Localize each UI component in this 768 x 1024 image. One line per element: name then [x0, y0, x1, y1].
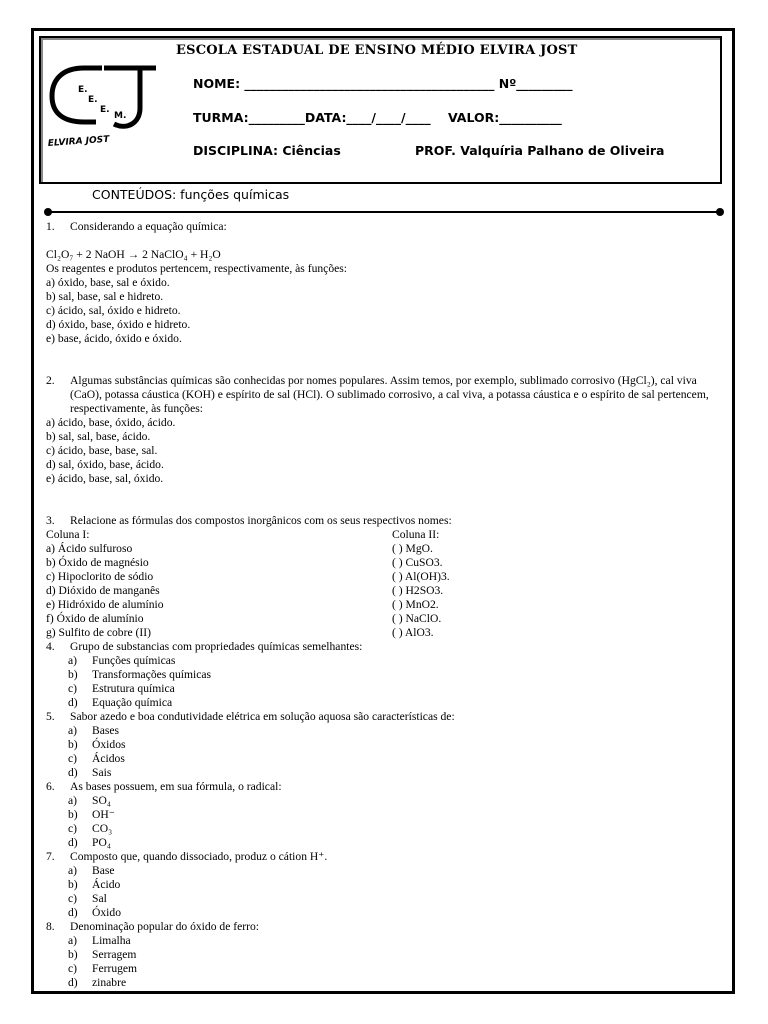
matching-columns: [46, 528, 726, 640]
option: a) Funções químicas: [68, 654, 176, 667]
option: a) óxido, base, sal e óxido.: [46, 276, 170, 289]
option: b) Ácido: [68, 878, 121, 891]
question-2: 2. Algumas substâncias químicas são conhecidas por nomes populares. Assim temos, por exemplo, sublimado corrosivo (HgCl₂), cal viva (CaO), potassa cáustica (KOH) e espírito de sal (HCl). O sublimado corrosivo, a cal viva, a potassa cáustica e o espírito de sal pertencem, respectivamente, às funções:: [46, 374, 709, 415]
col2-item: ( ) H2SO3.: [392, 584, 444, 597]
option: a) Bases: [68, 724, 120, 737]
option: a) SO₄: [68, 794, 111, 807]
school-logo: [44, 58, 168, 154]
option: b) OH⁻: [68, 808, 115, 821]
option: d) PO₄: [68, 836, 111, 849]
option: a) Limalha: [68, 934, 131, 947]
col2-item: ( ) CuSO3.: [392, 556, 443, 569]
school-title: ESCOLA ESTADUAL DE ENSINO MÉDIO ELVIRA JOST: [176, 43, 578, 58]
col1-item: f) Óxido de alumínio: [46, 612, 144, 625]
option: d) zinabre: [68, 976, 127, 989]
turma-line: TURMA:_________DATA:____/____/____ VALOR:__________: [193, 110, 562, 125]
col2-item: ( ) AlO3.: [392, 626, 434, 639]
divider: [47, 211, 721, 213]
option: d) Sais: [68, 766, 112, 779]
col1-item: d) Dióxido de manganês: [46, 584, 160, 597]
col1-item: b) Óxido de magnésio: [46, 556, 149, 569]
question-7: 7. Composto que, quando dissociado, produz o cátion H⁺.: [46, 850, 328, 863]
question-1: 1. Considerando a equação química:: [46, 220, 227, 233]
option: a) Base: [68, 864, 115, 877]
professor: PROF. Valquíria Palhano de Oliveira: [415, 143, 665, 158]
col2-item: ( ) MgO.: [392, 542, 433, 555]
question-5: 5. Sabor azedo e boa condutividade elétrica em solução aquosa são características de:: [46, 710, 455, 723]
option: c) Ácidos: [68, 752, 125, 765]
col2-title: Coluna II:: [392, 528, 440, 541]
col2-item: ( ) NaClO.: [392, 612, 442, 625]
option: e) ácido, base, sal, óxido.: [46, 472, 164, 485]
disciplina: DISCIPLINA: Ciências: [193, 143, 341, 158]
conteudos: CONTEÚDOS: funções químicas: [92, 187, 290, 202]
question-4: 4. Grupo de substancias com propriedades químicas semelhantes:: [46, 640, 363, 653]
option: d) Óxido: [68, 906, 121, 919]
option: b) Transformações químicas: [68, 668, 212, 681]
option: d) Equação química: [68, 696, 173, 709]
questions: [46, 220, 726, 990]
option: c) Ferrugem: [68, 962, 138, 975]
col1-item: a) Ácido sulfuroso: [46, 542, 133, 555]
option: c) CO₃: [68, 822, 113, 835]
logo-bottom-text: ELVIRA JOST: [47, 134, 110, 149]
option: c) ácido, sal, óxido e hidreto.: [46, 304, 181, 317]
logo-letter: E.: [78, 85, 88, 95]
option: c) ácido, base, base, sal.: [46, 444, 158, 457]
question-8: 8. Denominação popular do óxido de ferro:: [46, 920, 259, 933]
option: c) Estrutura química: [68, 682, 175, 695]
option: e) base, ácido, óxido e óxido.: [46, 332, 182, 345]
logo-letter: E.: [88, 95, 98, 105]
logo-letter: E.: [100, 105, 110, 115]
col1-item: e) Hidróxido de alumínio: [46, 598, 164, 611]
option: b) Óxidos: [68, 738, 126, 751]
option: d) óxido, base, óxido e hidreto.: [46, 318, 191, 331]
option: b) sal, sal, base, ácido.: [46, 430, 151, 443]
question-3: 3. Relacione as fórmulas dos compostos inorgânicos com os seus respectivos nomes:: [46, 514, 452, 527]
option: a) ácido, base, óxido, ácido.: [46, 416, 176, 429]
col1-item: g) Sulfito de cobre (II): [46, 626, 151, 639]
divider-dot: [716, 208, 724, 216]
question-6: 6. As bases possuem, em sua fórmula, o radical:: [46, 780, 282, 793]
q1-equation: Cl₂O₇ + 2 NaOH → 2 NaClO₄ + H₂O: [46, 248, 221, 261]
option: d) sal, óxido, base, ácido.: [46, 458, 164, 471]
col2-item: ( ) MnO2.: [392, 598, 439, 611]
option: b) Serragem: [68, 948, 137, 961]
logo-letter: M.: [114, 111, 127, 121]
option: b) sal, base, sal e hidreto.: [46, 290, 164, 303]
col1-item: c) Hipoclorito de sódio: [46, 570, 154, 583]
col2-item: ( ) Al(OH)3.: [392, 570, 450, 583]
option: c) Sal: [68, 892, 107, 905]
nome-line: NOME: ________________________________________ Nº_________: [193, 76, 573, 91]
col1-title: Coluna I:: [46, 528, 90, 541]
q1-sub: Os reagentes e produtos pertencem, respectivamente, às funções:: [46, 262, 347, 275]
